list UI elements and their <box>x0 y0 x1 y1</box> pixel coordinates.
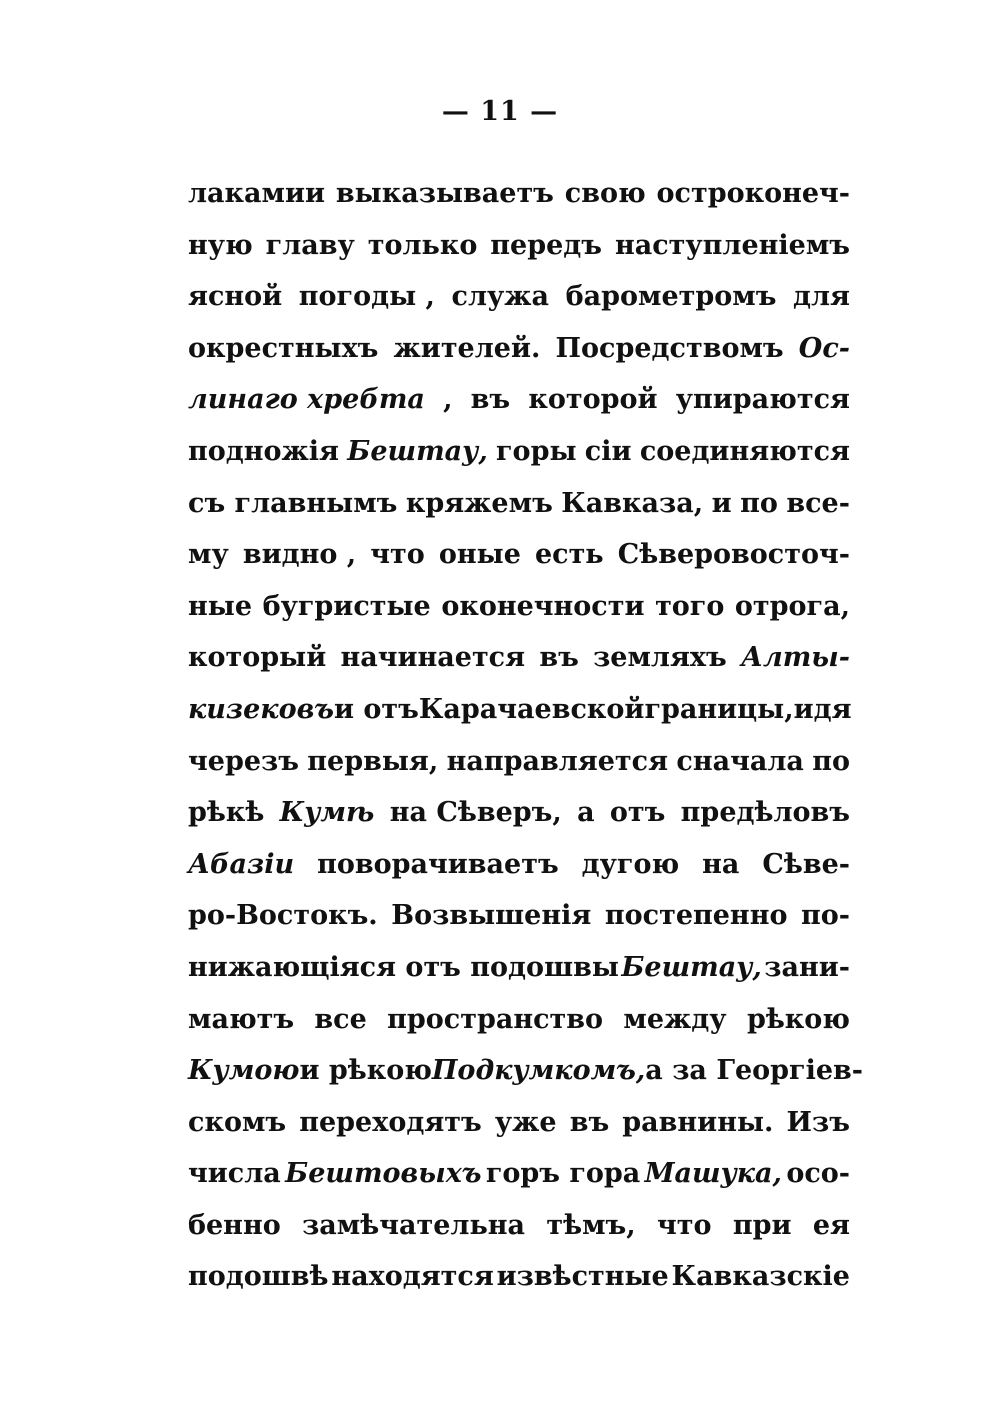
body-text <box>188 168 863 1303</box>
word: равнины. <box>622 1106 774 1138</box>
text-line <box>188 426 850 478</box>
word: ную <box>188 229 253 261</box>
word: Карачаевской <box>418 693 645 725</box>
word: замѣчательна <box>302 1209 526 1241</box>
word: и <box>711 487 732 519</box>
word: между <box>623 1003 727 1035</box>
word: осо- <box>786 1158 850 1190</box>
word: и отъ <box>333 693 419 725</box>
word: который <box>188 642 327 674</box>
word: все <box>314 1003 367 1035</box>
text-line <box>188 839 850 891</box>
word: Сѣверовосточ- <box>617 539 850 571</box>
text-line <box>188 168 850 220</box>
text-line <box>188 581 850 633</box>
text-line <box>188 890 850 942</box>
word: свою <box>564 178 646 209</box>
word: начинается <box>340 642 526 674</box>
word: сначала <box>676 745 804 777</box>
word: для <box>792 281 850 313</box>
word: скомъ <box>188 1106 287 1138</box>
word: и рѣкою <box>299 1055 432 1087</box>
italic-word: Бештау, <box>621 951 762 983</box>
word: соединяются <box>639 435 850 467</box>
italic-word: Абазіи <box>188 848 295 880</box>
word: наступленіемъ <box>614 229 850 261</box>
word: оконечности <box>441 590 645 622</box>
word: границы, <box>644 693 794 725</box>
text-line <box>188 684 850 736</box>
word: идя <box>793 693 852 725</box>
word: а за Георгіев- <box>645 1055 863 1087</box>
word: только <box>367 229 478 261</box>
word: съ главнымъ <box>188 487 398 519</box>
word: кряжемъ <box>405 487 553 519</box>
word: выказываетъ <box>335 178 554 209</box>
italic-word: Кумою <box>188 1055 300 1087</box>
word: рѣкѣ <box>188 797 265 829</box>
italic-word: Машука, <box>644 1158 782 1190</box>
word: нижающіяся отъ подошвы <box>188 951 619 983</box>
word: по <box>740 487 778 519</box>
word: отъ <box>609 797 666 829</box>
word: тѣмъ, <box>546 1209 636 1241</box>
word: Сѣве- <box>762 848 850 880</box>
word: , <box>443 384 453 416</box>
text-line <box>188 1200 850 1252</box>
text-line <box>188 374 850 426</box>
word: ясной <box>188 281 283 313</box>
word: черезъ <box>188 745 299 777</box>
word: барометромъ <box>565 281 777 313</box>
word: дугою <box>581 848 680 880</box>
word: по- <box>801 900 850 932</box>
word: погоды , <box>298 281 435 313</box>
word: все- <box>786 487 850 519</box>
italic-word: Кумѣ <box>279 797 375 829</box>
text-line <box>188 787 850 839</box>
word: горы <box>496 435 577 467</box>
word: видно , <box>242 539 357 571</box>
text-line <box>188 271 850 323</box>
word: уже <box>494 1106 557 1138</box>
text-line <box>188 1148 850 1200</box>
word: подножія <box>188 435 340 467</box>
text-line <box>188 478 850 530</box>
word: му <box>188 539 229 571</box>
word: при <box>732 1209 792 1241</box>
word: что <box>657 1209 712 1241</box>
word: окрестныхъ <box>188 332 379 364</box>
italic-word: Ос- <box>798 332 850 364</box>
italic-word: Алты- <box>740 642 850 674</box>
word: что <box>370 539 425 571</box>
word: передъ <box>490 229 602 261</box>
text-line <box>188 1097 850 1149</box>
word: въ <box>539 642 579 674</box>
word: бенно <box>188 1209 281 1241</box>
word: ные <box>188 590 253 622</box>
word: отрога, <box>734 590 850 622</box>
word: земляхъ <box>593 642 727 674</box>
word: бугристые <box>262 590 431 622</box>
word: рѣкою <box>746 1003 850 1035</box>
word: по <box>812 745 850 777</box>
word: горъ гора <box>485 1158 641 1190</box>
word: ея <box>812 1209 850 1241</box>
word: на Сѣверъ, <box>389 797 562 829</box>
text-line <box>188 1045 863 1097</box>
page-number: — 11 — <box>441 96 559 127</box>
word: упираются <box>675 384 850 416</box>
word: въ <box>569 1106 610 1138</box>
word: есть <box>534 539 604 571</box>
word: Кавказа, <box>561 487 704 519</box>
word: переходятъ <box>299 1106 482 1138</box>
word: зани- <box>764 951 850 983</box>
italic-word: линаго хребта <box>188 384 425 416</box>
word: Посредствомъ <box>555 332 784 364</box>
word: Возвышенія <box>391 900 592 932</box>
word: Изъ <box>786 1106 850 1138</box>
word: Кавказскіе <box>671 1261 850 1293</box>
text-line <box>188 994 850 1046</box>
word: числа <box>188 1158 281 1190</box>
text-line <box>188 323 850 375</box>
word: пространство <box>387 1003 604 1035</box>
italic-word: Бештау, <box>347 435 488 467</box>
word: направляется <box>446 745 669 777</box>
word: подошвѣ <box>188 1261 329 1293</box>
word: а <box>577 797 595 829</box>
word: въ <box>470 384 511 416</box>
text-line <box>188 1251 850 1303</box>
text-line <box>188 529 850 581</box>
word: находятся <box>331 1261 494 1293</box>
word: которой <box>528 384 658 416</box>
word: маютъ <box>188 1003 295 1035</box>
word: сіи <box>584 435 632 467</box>
word: остроконеч- <box>656 178 850 209</box>
word: главу <box>265 229 355 261</box>
word: поворачиваетъ <box>317 848 559 880</box>
word: лакамии <box>188 178 326 209</box>
italic-word: Подкумкомъ, <box>431 1055 646 1087</box>
word: извѣстные <box>496 1261 669 1293</box>
text-line <box>188 736 850 788</box>
text-line <box>188 220 850 272</box>
word: служа <box>451 281 550 313</box>
word: того <box>655 590 725 622</box>
italic-word: кизековъ <box>188 693 334 725</box>
word: жителей. <box>393 332 541 364</box>
text-line <box>188 632 850 684</box>
word: первыя, <box>307 745 439 777</box>
word: оные <box>438 539 521 571</box>
word: ро-Востокъ. <box>188 900 378 932</box>
italic-word: Бештовыхъ <box>285 1158 482 1190</box>
word: предѣловъ <box>680 797 850 829</box>
word: на <box>702 848 740 880</box>
text-line <box>188 942 850 994</box>
word: постепенно <box>604 900 788 932</box>
